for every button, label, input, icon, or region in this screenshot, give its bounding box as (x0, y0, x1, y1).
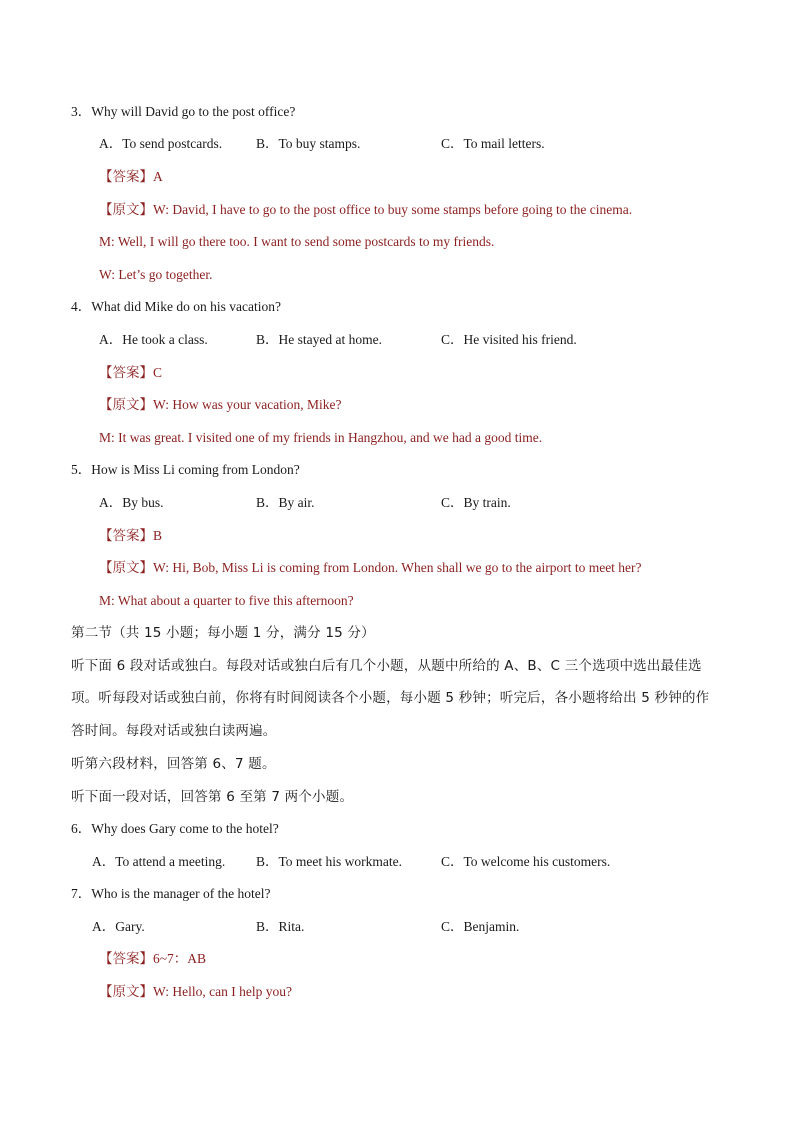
question-7: 7．Who is the manager of the hotel? (71, 886, 271, 901)
section-2-instruction-2: 项。听每段对话或独白前，你将有时间阅读各个小题，每小题 5 秒钟；听完后，各小题将给出 5 秒钟的作 (71, 690, 710, 706)
answer-tag: 【答案】 (99, 169, 153, 184)
section-2-instruction-3: 答时间。每段对话或独白读两遍。 (71, 723, 277, 739)
answer-tag: 【答案】 (99, 365, 153, 380)
option-b: B．To buy stamps. (256, 136, 361, 151)
option-c: C．By train. (441, 495, 511, 510)
option-b: B．To meet his workmate. (256, 854, 403, 869)
answer-value: A (153, 169, 163, 184)
question-4: 4．What did Mike do on his vacation? (71, 299, 281, 314)
option-c: C．To welcome his customers. (441, 854, 611, 869)
section-2-instruction-1: 听下面 6 段对话或独白。每段对话或独白后有几个小题，从题中所给的 A、B、C 三个选项中选出最佳选 (71, 658, 702, 674)
option-a: A．He took a class. (99, 332, 208, 347)
option-c: C．To mail letters. (441, 136, 545, 151)
answer-value: 6~7：AB (153, 951, 207, 966)
question-3: 3．Why will David go to the post office? (71, 104, 296, 119)
answer-3 (99, 168, 163, 186)
script-tag: 【原文】 (99, 397, 153, 412)
answer-4 (99, 364, 162, 382)
answer-6-7 (99, 950, 206, 968)
option-a: A．Gary. (92, 919, 145, 934)
answer-tag: 【答案】 (99, 951, 153, 966)
question-6: 6．Why does Gary come to the hotel? (71, 821, 279, 836)
script-6-7-line-1: 【原文】W: Hello, can I help you? (99, 984, 292, 999)
option-b: B．By air. (256, 495, 315, 510)
answer-value: C (153, 365, 163, 380)
option-c: C．He visited his friend. (441, 332, 577, 347)
option-b: B．He stayed at home. (256, 332, 382, 347)
script-tag: 【原文】 (99, 984, 153, 999)
material-note: 听第六段材料，回答第 6、7 题。 (71, 756, 276, 772)
section-2-title: 第二节（共 15 小题；每小题 1 分，满分 15 分） (71, 625, 375, 641)
question-5: 5．How is Miss Li coming from London? (71, 462, 300, 477)
option-a: A．To attend a meeting. (92, 854, 226, 869)
option-a: A．To send postcards. (99, 136, 223, 151)
answer-value: B (153, 528, 163, 543)
script-tag: 【原文】 (99, 560, 153, 575)
script-5-line-2: M: What about a quarter to five this afternoon? (99, 593, 354, 608)
script-4-line-2: M: It was great. I visited one of my friends in Hangzhou, and we had a good time. (99, 430, 543, 445)
option-a: A．By bus. (99, 495, 164, 510)
answer-tag: 【答案】 (99, 528, 153, 543)
script-3-line-1: 【原文】W: David, I have to go to the post office to buy some stamps before going to the cinema. (99, 202, 633, 217)
option-c: C．Benjamin. (441, 919, 520, 934)
script-5-line-1: 【原文】W: Hi, Bob, Miss Li is coming from London. When shall we go to the airport to meet her? (99, 560, 642, 575)
script-tag: 【原文】 (99, 202, 153, 217)
option-b: B．Rita. (256, 919, 305, 934)
script-4-line-1: 【原文】W: How was your vacation, Mike? (99, 397, 342, 412)
script-3-line-3: W: Let’s go together. (99, 267, 213, 282)
answer-5 (99, 527, 162, 545)
script-3-line-2: M: Well, I will go there too. I want to send some postcards to my friends. (99, 234, 495, 249)
dialogue-note: 听下面一段对话，回答第 6 至第 7 两个小题。 (71, 789, 354, 805)
